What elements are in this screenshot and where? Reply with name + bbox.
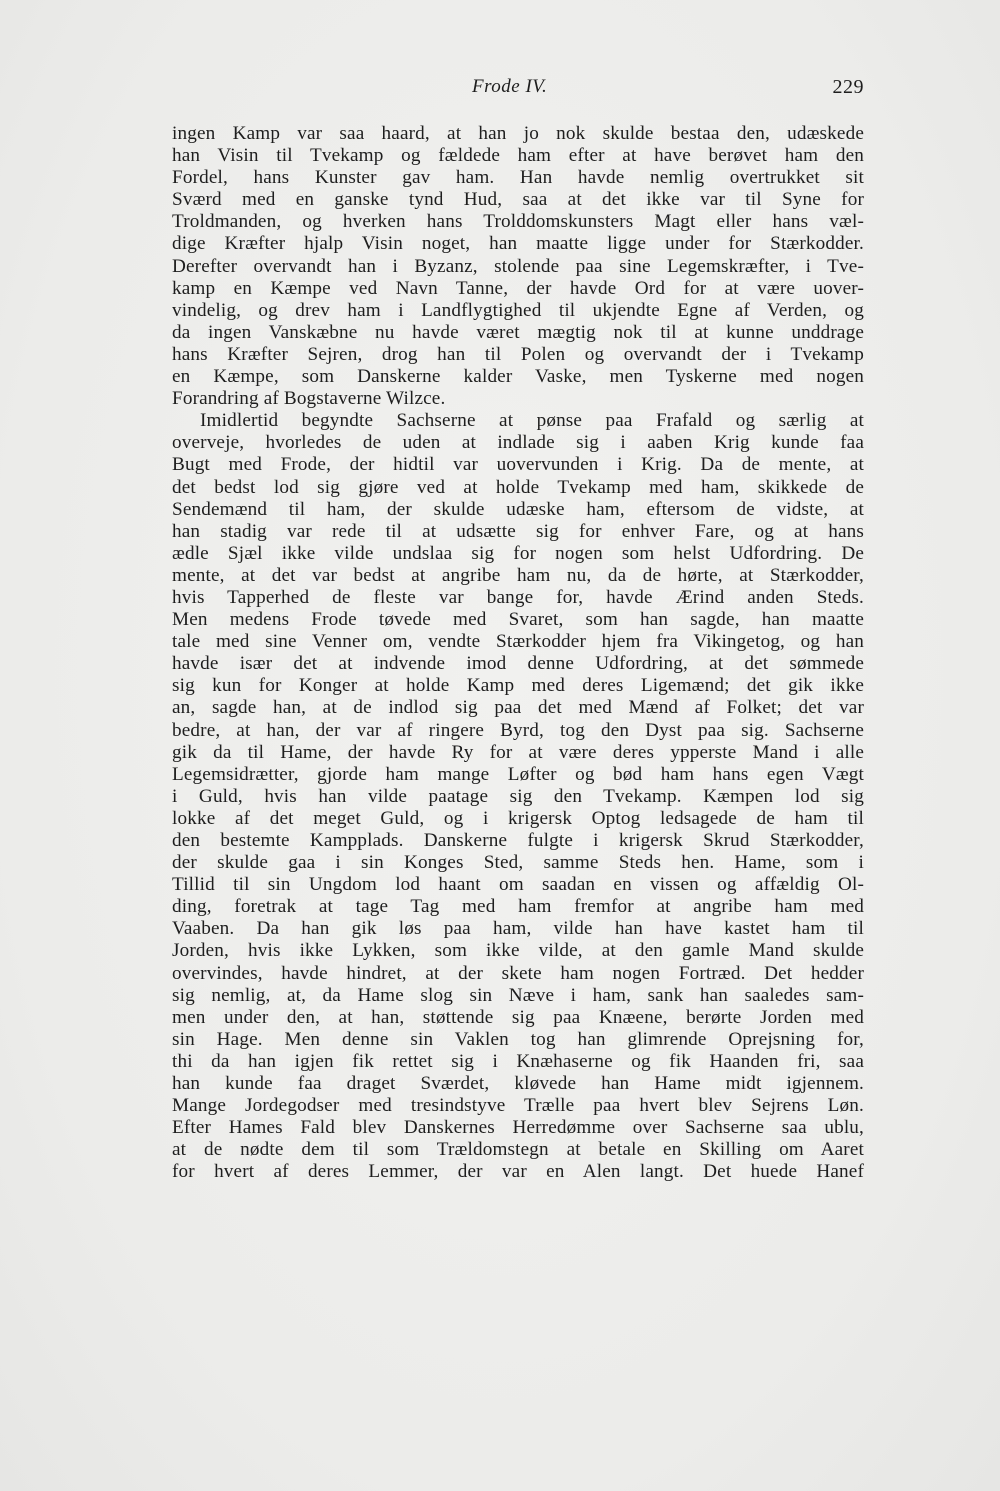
text-line: hvis Tapperhed de fleste var bange for, havde Ærind anden Steds. — [172, 586, 864, 608]
text-line: da ingen Vanskæbne nu havde været mægtig nok til at kunne unddrage — [172, 321, 864, 343]
paragraph — [172, 123, 864, 410]
text-line: Derefter overvandt han i Byzanz, stolende paa sine Legemskræfter, i Tve- — [172, 255, 864, 277]
text-line: en Kæmpe, som Danskerne kalder Vaske, men Tyskerne med nogen — [172, 366, 864, 388]
text-line: han Visin til Tvekamp og fældede ham efter at have berøvet ham den — [172, 145, 864, 167]
text-body — [172, 123, 864, 1184]
text-line: han stadig var rede til at udsætte sig for enhver Fare, og at hans — [172, 520, 864, 542]
text-line: gik da til Hame, der havde Ry for at være deres ypperste Mand i alle — [172, 741, 864, 763]
text-line: Jorden, hvis ikke Lykken, som ikke vilde, at den gamle Mand skulde — [172, 940, 864, 962]
text-line: for hvert af deres Lemmer, der var en Alen langt. Det huede Hanef — [172, 1161, 864, 1183]
text-line: der skulde gaa i sin Konges Sted, samme Steds hen. Hame, som i — [172, 852, 864, 874]
text-line: overveje, hvorledes de uden at indlade sig i aaben Krig kunde faa — [172, 432, 864, 454]
text-line: Efter Hames Fald blev Danskernes Herredømme over Sachserne saa ublu, — [172, 1117, 864, 1139]
text-line: Tillid til sin Ungdom lod haant om saadan en vissen og affældig Ol- — [172, 874, 864, 896]
text-line: an, sagde han, at de indlod sig paa det med Mænd af Folket; det var — [172, 697, 864, 719]
paragraph — [172, 410, 864, 1183]
text-line: at de nødte dem til som Trældomstegn at betale en Skilling om Aaret — [172, 1139, 864, 1161]
running-title: Frode IV. — [472, 76, 548, 97]
text-line: sin Hage. Men denne sin Vaklen tog han glimrende Oprejsning for, — [172, 1028, 864, 1050]
text-line: Forandring af Bogstaverne Wilzce. — [172, 388, 446, 410]
text-line: Legemsidrætter, gjorde ham mange Løfter og bød ham hans egen Vægt — [172, 763, 864, 785]
text-line: sig nemlig, at, da Hame slog sin Næve i ham, sank han saaledes sam- — [172, 984, 864, 1006]
text-line: vindelig, og drev ham i Landflygtighed til ukjendte Egne af Verden, og — [172, 299, 864, 321]
text-line: lokke af det meget Guld, og i krigersk Optog ledsagede de ham til — [172, 807, 864, 829]
text-line: i Guld, hvis han vilde paatage sig den Tvekamp. Kæmpen lod sig — [172, 785, 864, 807]
text-line: Vaaben. Da han gik løs paa ham, vilde han have kastet ham til — [172, 918, 864, 940]
text-line: tale med sine Venner om, vendte Stærkodder hjem fra Vikingetog, og han — [172, 631, 864, 653]
text-line: thi da han igjen fik rettet sig i Knæhaserne og fik Haanden fri, saa — [172, 1050, 864, 1072]
text-line: Sværd med en ganske tynd Hud, saa at det ikke var til Syne for — [172, 189, 864, 211]
text-line: ædle Sjæl ikke vilde undslaa sig for nogen som helst Udfordring. De — [172, 542, 864, 564]
text-line: Imidlertid begyndte Sachserne at pønse paa Frafald og særlig at — [200, 410, 864, 432]
text-line: Bugt med Frode, der hidtil var uovervunden i Krig. Da de mente, at — [172, 454, 864, 476]
text-line: det bedst lod sig gjøre ved at holde Tvekamp med ham, skikkede de — [172, 476, 864, 498]
text-line: sig kun for Konger at holde Kamp med deres Ligemænd; det gik ikke — [172, 675, 864, 697]
text-line: Troldmanden, og hverken hans Trolddomskunsters Magt eller hans væl- — [172, 211, 864, 233]
text-line: bedre, at han, der var af ringere Byrd, tog den Dyst paa sig. Sachserne — [172, 719, 864, 741]
text-line: dige Kræfter hjalp Visin noget, han maatte ligge under for Stærkodder. — [172, 233, 864, 255]
text-line: den bestemte Kampplads. Danskerne fulgte i krigersk Skrud Stærkodder, — [172, 830, 864, 851]
text-line: mente, at det var bedst at angribe ham nu, da de hørte, at Stærkodder, — [172, 564, 864, 586]
text-line: havde især det at indvende imod denne Udfordring, at det sømmede — [172, 653, 864, 675]
text-line: ding, foretrak at tage Tag med ham fremfor at angribe ham med — [172, 896, 864, 918]
text-line: Men medens Frode tøvede med Svaret, som han sagde, han maatte — [172, 609, 864, 631]
page-number: 229 — [832, 76, 864, 98]
text-line: kamp en Kæmpe ved Navn Tanne, der havde Ord for at være uover- — [172, 277, 864, 299]
text-line: ingen Kamp var saa haard, at han jo nok skulde bestaa den, udæskede — [172, 123, 864, 144]
text-line: Sendemænd til ham, der skulde udæske ham, eftersom de vidste, at — [172, 498, 864, 520]
text-line: Fordel, hans Kunster gav ham. Han havde nemlig overtrukket sit — [172, 167, 864, 189]
text-line: overvindes, havde hindret, at der skete ham nogen Fortræd. Det hedder — [172, 962, 864, 984]
text-line: hans Kræfter Sejren, drog han til Polen og overvandt der i Tvekamp — [172, 343, 864, 365]
running-head — [172, 76, 864, 100]
text-line: han kunde faa draget Sværdet, kløvede han Hame midt igjennem. — [172, 1073, 864, 1095]
text-line: Mange Jordegodser med tresindstyve Trælle paa hvert blev Sejrens Løn. — [172, 1095, 864, 1117]
text-line: men under den, at han, støttende sig paa Knæene, berørte Jorden med — [172, 1006, 864, 1028]
